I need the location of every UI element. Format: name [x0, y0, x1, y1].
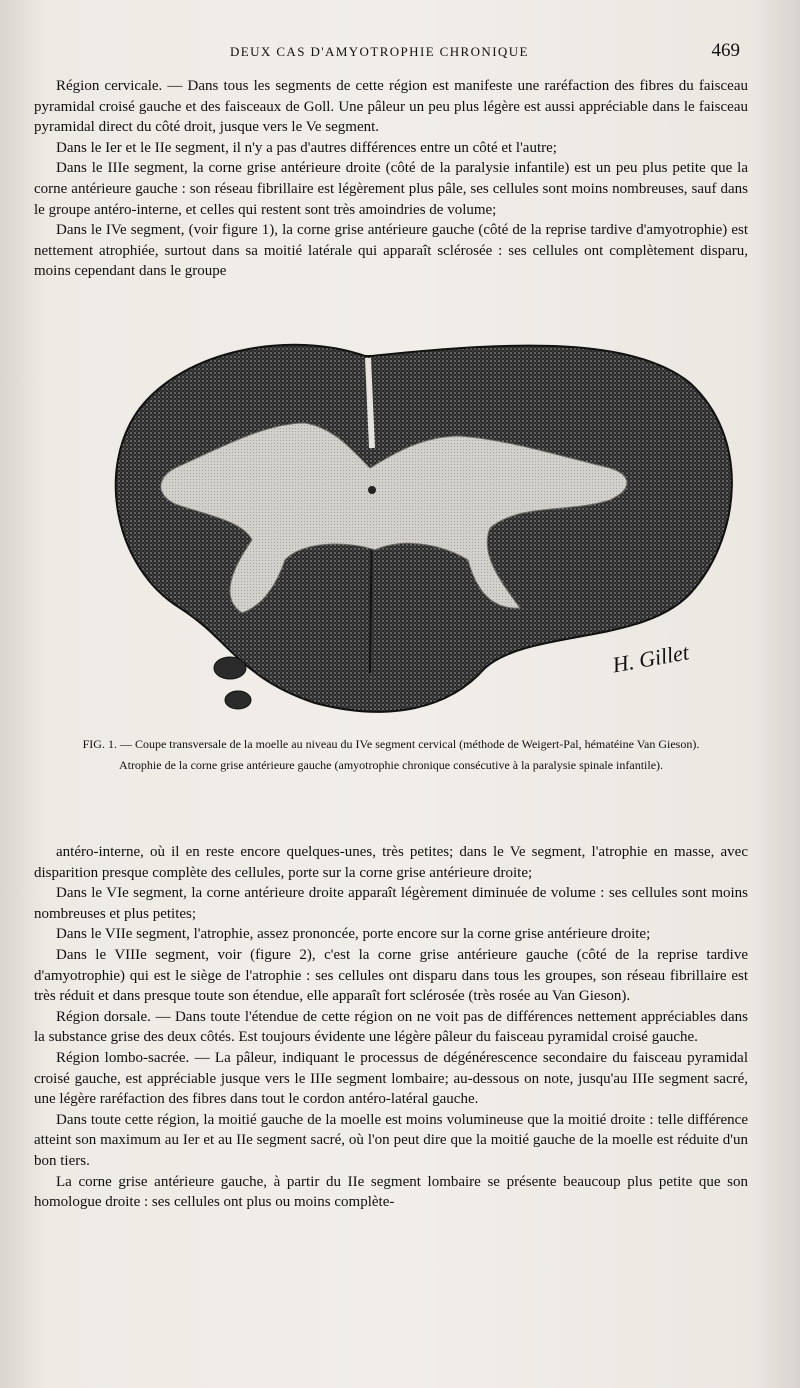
paragraph: Dans le IIIe segment, la corne grise antérieure droite (côté de la paralysie infantile) est un peu plus petite que la corne antérieure gauche : son réseau fibrillaire est légèrement plus pâle, ses cellules sont moins nombreuses, sauf dans le groupe antéro-interne, et celles qui restent sont très amoindries de volume;	[34, 160, 748, 218]
body-text-top	[34, 76, 748, 282]
median-septum	[368, 358, 372, 448]
figure-caption	[34, 736, 748, 774]
paragraph: Région lombo-sacrée. — La pâleur, indiquant le processus de dégénérescence secondaire du faisceau pyramidal croisé gauche, est appréciable jusque vers le IIIe segment lombaire; au-dessous on note, jusqu'au IIIe segment sacré, une légère raréfaction des fibres dans tout le cordon antéro-latéral gauche.	[34, 1049, 748, 1108]
caption-line: FIG. 1. — Coupe transversale de la moelle au niveau du IVe segment cervical (méthode de Weigert-Pal, hématéine Van Gieson).	[82, 737, 700, 751]
paragraph: Dans le Ier et le IIe segment, il n'y a pas d'autres différences entre un côté et l'autre;	[56, 139, 557, 156]
paragraph: antéro-interne, où il en reste encore quelques-unes, très petites; dans le Ve segment, l'atrophie en masse, avec disparition presque complète des cellules, porte sur la corne grise antérieure droite;	[34, 844, 748, 881]
paragraph: Région dorsale. — Dans toute l'étendue de cette région on ne voit pas de différences nettement appréciables dans la substance grise des deux côtés. Est toujours évidente une légère pâleur du faisceau pyramidal croisé gauche.	[34, 1008, 748, 1046]
artist-signature: H. Gillet	[610, 639, 691, 678]
paragraph: Dans le VIIe segment, l'atrophie, assez prononcée, porte encore sur la corne grise antérieure droite;	[56, 926, 651, 943]
body-text-bottom	[34, 842, 748, 1213]
nerve-root	[225, 691, 251, 709]
running-head: DEUX CAS D'AMYOTROPHIE CHRONIQUE	[230, 44, 529, 59]
paragraph: Dans le IVe segment, (voir figure 1), la corne grise antérieure gauche (côté de la reprise tardive d'amyotrophie) est nettement atrophiée, surtout dans sa moitié latérale qui apparaît sclérosée : ses cellules ont complètement disparu, moins cependant dans le groupe	[34, 222, 748, 280]
caption-line: Atrophie de la corne grise antérieure gauche (amyotrophie chronique consécutive à la paralysie spinale infantile).	[118, 758, 664, 772]
spinal-cord-illustration	[90, 328, 750, 728]
paragraph: Dans le VIe segment, la corne antérieure droite apparaît légèrement diminuée de volume : ses cellules sont moins nombreuses et plus petites;	[34, 885, 748, 922]
nerve-root	[214, 657, 246, 679]
spinal-cord-figure	[90, 328, 750, 728]
page-header	[40, 40, 740, 70]
page-number: 469	[711, 40, 740, 61]
paragraph: La corne grise antérieure gauche, à partir du IIe segment lombaire se présente beaucoup plus petite que son homologue droite : ses cellules ont plus ou moins complète-	[34, 1173, 748, 1211]
paragraph: Dans le VIIIe segment, voir (figure 2), c'est la corne grise antérieure gauche (côté de la reprise tardive d'amyotrophie) qui est le siège de l'atrophie : ses cellules ont disparu dans tous les groupes, son réseau fibrillaire est très réduit et dans presque toute son étendue, elle apparaît fort sclérosée (très rosée au Van Gieson).	[34, 946, 748, 1005]
paragraph: Région cervicale. — Dans tous les segments de cette région est manifeste une raréfaction des fibres du faisceau pyramidal croisé gauche et des faisceaux de Goll. Une pâleur un peu plus légère est aussi appréciable dans le faisceau pyramidal direct du côté droit, jusque vers le Ve segment.	[34, 78, 748, 136]
paragraph: Dans toute cette région, la moitié gauche de la moelle est moins volumineuse que la moitié droite : telle différence atteint son maximum au Ier et au IIe segment sacré, où l'on peut dire que la moitié gauche de la moelle est réduite d'un bon tiers.	[34, 1111, 748, 1169]
central-canal	[368, 486, 376, 494]
